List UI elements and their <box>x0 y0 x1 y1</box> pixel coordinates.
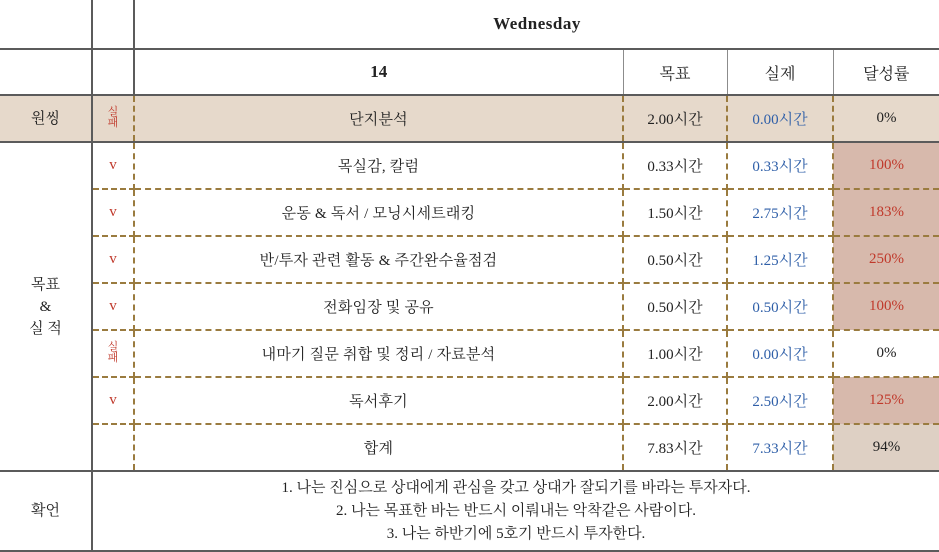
table-row <box>0 330 939 377</box>
task-rate: 183% <box>833 189 939 236</box>
task-name: 내마기 질문 취합 및 정리 / 자료분석 <box>134 330 623 377</box>
row-label-affirmation: 확언 <box>0 471 92 551</box>
total-rate: 94% <box>833 424 939 471</box>
weekday-header-row <box>0 0 939 49</box>
total-goal: 7.83시간 <box>623 424 727 471</box>
task-rate: 250% <box>833 236 939 283</box>
task-name: 목실감, 칼럼 <box>134 142 623 189</box>
onething-task: 단지분석 <box>134 95 623 142</box>
table-row <box>0 142 939 189</box>
task-rate: 100% <box>833 283 939 330</box>
task-goal: 0.50시간 <box>623 236 727 283</box>
column-header-row <box>0 49 939 95</box>
task-rate: 125% <box>833 377 939 424</box>
onething-rate: 0% <box>833 95 939 142</box>
affirmation-row <box>0 471 939 551</box>
fail-mark-icon: 실패 <box>107 340 119 364</box>
check-mark-icon: v <box>109 204 117 220</box>
table-row <box>0 377 939 424</box>
task-goal: 2.00시간 <box>623 377 727 424</box>
task-rate: 100% <box>833 142 939 189</box>
onething-actual: 0.00시간 <box>727 95 833 142</box>
mark-column-header <box>92 49 134 95</box>
label-column-header <box>0 49 92 95</box>
check-mark-icon: v <box>109 392 117 408</box>
check-mark-icon: v <box>109 298 117 314</box>
rate-column-header: 달성률 <box>833 49 939 95</box>
task-name: 운동 & 독서 / 모닝시세트래킹 <box>134 189 623 236</box>
weekday-title: Wednesday <box>134 0 939 49</box>
affirmation-line-1: 1. 나는 진심으로 상대에게 관심을 갖고 상대가 잘되기를 바라는 투자자다. <box>281 479 751 496</box>
task-mark <box>92 189 134 236</box>
check-mark-icon: v <box>109 157 117 173</box>
corner-blank-cell-2 <box>92 0 134 49</box>
total-mark <box>92 424 134 471</box>
task-rate: 0% <box>833 330 939 377</box>
day-number: 14 <box>134 49 623 95</box>
task-mark <box>92 283 134 330</box>
check-mark-icon: v <box>109 251 117 267</box>
task-goal: 0.50시간 <box>623 283 727 330</box>
table-row <box>0 189 939 236</box>
task-actual: 1.25시간 <box>727 236 833 283</box>
row-label-line-3: 실 적 <box>29 320 62 337</box>
table-row <box>0 236 939 283</box>
total-row <box>0 424 939 471</box>
task-actual: 2.50시간 <box>727 377 833 424</box>
task-name: 독서후기 <box>134 377 623 424</box>
onething-row <box>0 95 939 142</box>
task-actual: 0.50시간 <box>727 283 833 330</box>
onething-mark <box>92 95 134 142</box>
goal-column-header: 목표 <box>623 49 727 95</box>
task-goal: 0.33시간 <box>623 142 727 189</box>
task-mark <box>92 377 134 424</box>
total-label: 합계 <box>134 424 623 471</box>
task-goal: 1.50시간 <box>623 189 727 236</box>
task-mark <box>92 142 134 189</box>
row-label-onething: 원씽 <box>0 95 92 142</box>
task-goal: 1.00시간 <box>623 330 727 377</box>
task-mark <box>92 236 134 283</box>
total-actual: 7.33시간 <box>727 424 833 471</box>
row-label-line-1: 목표 <box>31 276 60 293</box>
task-actual: 0.33시간 <box>727 142 833 189</box>
affirmation-line-2: 2. 나는 목표한 바는 반드시 이뤄내는 악착같은 사람이다. <box>335 502 697 519</box>
row-label-line-2: & <box>39 298 52 315</box>
actual-column-header: 실제 <box>727 49 833 95</box>
task-mark <box>92 330 134 377</box>
onething-goal: 2.00시간 <box>623 95 727 142</box>
task-actual: 2.75시간 <box>727 189 833 236</box>
task-name: 반/투자 관련 활동 & 주간완수율점검 <box>134 236 623 283</box>
task-actual: 0.00시간 <box>727 330 833 377</box>
affirmation-line-3: 3. 나는 하반기에 5호기 반드시 투자한다. <box>386 525 646 542</box>
fail-mark-icon: 실패 <box>107 105 119 129</box>
corner-blank-cell <box>0 0 92 49</box>
table-row <box>0 283 939 330</box>
affirmation-text <box>92 471 939 551</box>
task-name: 전화임장 및 공유 <box>134 283 623 330</box>
row-label-goal-and-result <box>0 142 92 471</box>
